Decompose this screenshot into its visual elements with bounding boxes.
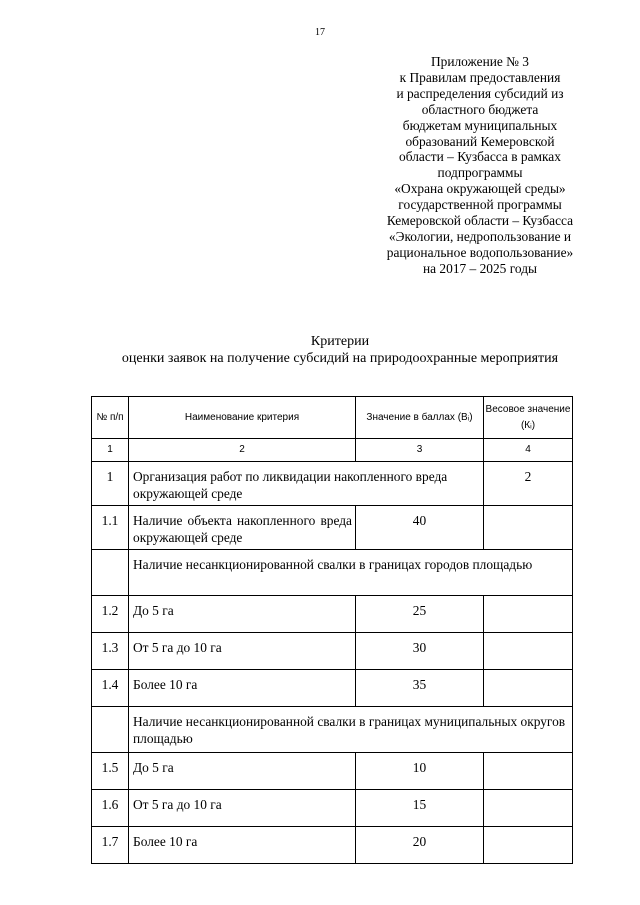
column-number: 2 xyxy=(129,439,356,462)
row-num: 1.5 xyxy=(92,753,129,790)
row-num: 1.6 xyxy=(92,790,129,827)
row-weight xyxy=(484,506,573,550)
table-row xyxy=(92,753,573,790)
row-weight xyxy=(484,753,573,790)
row-num: 1.3 xyxy=(92,633,129,670)
column-number: 4 xyxy=(484,439,573,462)
row-num: 1.1 xyxy=(92,506,129,550)
appendix-line: «Охрана окружающей среды» xyxy=(394,181,566,197)
header-row xyxy=(92,397,573,439)
row-name: Более 10 га xyxy=(129,670,356,707)
row-name: До 5 га xyxy=(129,596,356,633)
appendix-line: Приложение № 3 xyxy=(430,54,530,69)
row-name: От 5 га до 10 га xyxy=(129,633,356,670)
row-name: До 5 га xyxy=(129,753,356,790)
header-score: Значение в баллах (Вᵢ) xyxy=(356,397,484,439)
row-name: Наличие несанкционированной свалки в границах муниципальных округов площадью xyxy=(129,707,573,753)
header-num: № п/п xyxy=(92,397,129,439)
row-name: Наличие несанкционированной свалки в границах городов площадью xyxy=(129,550,573,596)
row-score: 40 xyxy=(356,506,484,550)
title-line: оценки заявок на получение субсидий на природоохранные мероприятия xyxy=(121,351,559,366)
table-row xyxy=(92,790,573,827)
appendix-line: области – Кузбасса в рамках xyxy=(399,149,561,165)
row-num: 1 xyxy=(92,462,129,506)
row-score: 25 xyxy=(356,596,484,633)
appendix-line: и распределения субсидий из xyxy=(396,85,564,101)
appendix-line: к Правилам предоставления xyxy=(399,69,561,85)
appendix-line: областного бюджета xyxy=(421,101,539,117)
document-title xyxy=(0,333,640,367)
table-row xyxy=(92,827,573,864)
row-num xyxy=(92,707,129,753)
table-row xyxy=(92,462,573,506)
appendix-line: образований Кемеровской xyxy=(405,133,555,149)
row-weight xyxy=(484,596,573,633)
row-name: Организация работ по ликвидации накопленного вреда окружающей среде xyxy=(129,462,484,506)
table-subheader-row xyxy=(92,550,573,596)
table-row xyxy=(92,596,573,633)
column-number: 1 xyxy=(92,439,129,462)
row-score: 30 xyxy=(356,633,484,670)
table-subheader-row xyxy=(92,707,573,753)
header-name: Наименование критерия xyxy=(129,397,356,439)
row-num xyxy=(92,550,129,596)
row-weight xyxy=(484,670,573,707)
column-number: 3 xyxy=(356,439,484,462)
row-name: Более 10 га xyxy=(129,827,356,864)
appendix-line: Кемеровской области – Кузбасса xyxy=(386,213,574,229)
row-num: 1.7 xyxy=(92,827,129,864)
header-weight: Весовое значение (Кᵢ) xyxy=(484,397,573,439)
row-weight xyxy=(484,633,573,670)
appendix-line: «Экологии, недропользование и xyxy=(388,228,572,244)
appendix-line: государственной программы xyxy=(398,197,562,213)
appendix-line: рациональное водопользование» xyxy=(386,244,574,260)
row-weight xyxy=(484,790,573,827)
table-row xyxy=(92,670,573,707)
row-score: 35 xyxy=(356,670,484,707)
appendix-block xyxy=(362,54,598,277)
table-row xyxy=(92,506,573,550)
row-score: 20 xyxy=(356,827,484,864)
page-number: 17 xyxy=(315,27,325,38)
appendix-line: бюджетам муниципальных xyxy=(402,117,558,133)
row-num: 1.2 xyxy=(92,596,129,633)
row-name: От 5 га до 10 га xyxy=(129,790,356,827)
row-score: 15 xyxy=(356,790,484,827)
column-number-row xyxy=(92,439,573,462)
appendix-line: на 2017 – 2025 годы xyxy=(422,260,538,276)
row-weight xyxy=(484,827,573,864)
appendix-line: подпрограммы xyxy=(437,165,523,181)
row-num: 1.4 xyxy=(92,670,129,707)
row-score: 10 xyxy=(356,753,484,790)
row-weight: 2 xyxy=(484,462,573,506)
criteria-table xyxy=(91,396,573,864)
row-name: Наличие объекта накопленного вреда окружающей среде xyxy=(129,506,356,550)
title-line: Критерии xyxy=(310,334,370,349)
table-row xyxy=(92,633,573,670)
